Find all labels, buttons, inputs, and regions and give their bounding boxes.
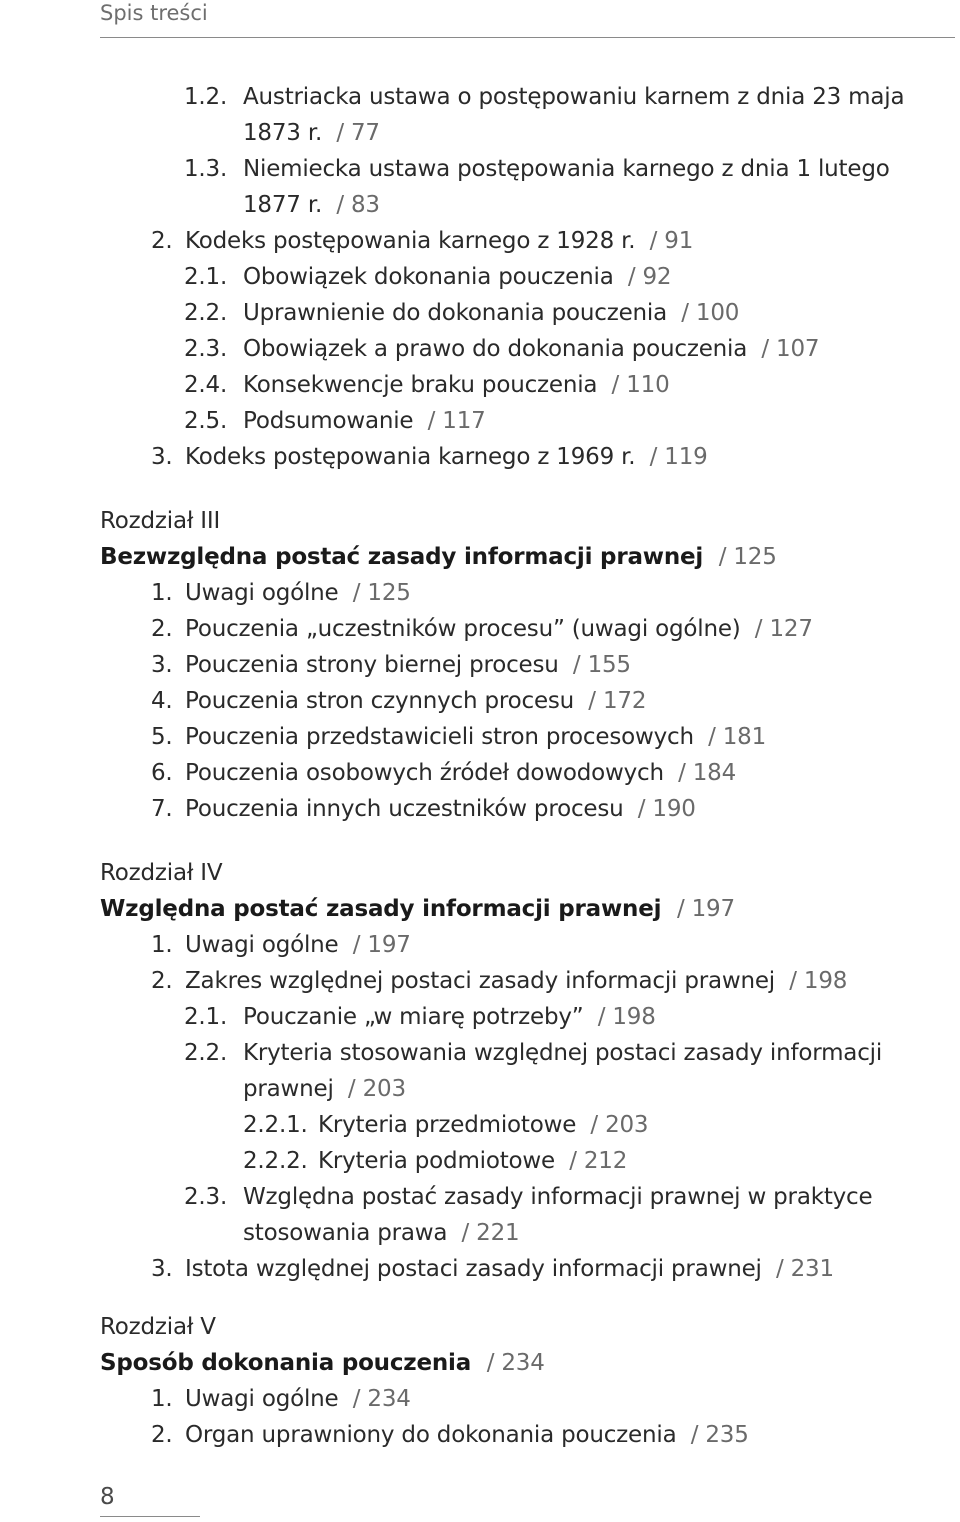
- entry-title: stosowania prawa: [243, 1220, 448, 1246]
- toc-entry[interactable]: [0, 295, 960, 331]
- entry-number: 2.5.: [184, 408, 228, 434]
- entry-title: Uwagi ogólne: [185, 932, 339, 958]
- entry-title: Pouczenia innych uczestników procesu: [185, 796, 624, 822]
- page-ref: / 127: [754, 616, 813, 642]
- entry-number: 2.: [151, 616, 173, 642]
- entry-title: Zakres względnej postaci zasady informacji prawnej: [185, 968, 775, 994]
- page-ref: / 100: [681, 300, 740, 326]
- toc-entry[interactable]: [0, 223, 960, 259]
- toc-entry[interactable]: [0, 1381, 960, 1417]
- entry-title: Pouczenia „uczestników procesu” (uwagi ogólne): [185, 616, 741, 642]
- entry-title: Pouczenia osobowych źródeł dowodowych: [185, 760, 664, 786]
- toc-entry[interactable]: [0, 367, 960, 403]
- toc-entry[interactable]: [0, 187, 960, 223]
- page-ref: / 107: [761, 336, 820, 362]
- entry-number: 3.: [151, 652, 173, 678]
- entry-number: 2.2.: [184, 1040, 228, 1066]
- chapter-title-text: Sposób dokonania pouczenia: [100, 1350, 472, 1376]
- page-ref: / 190: [637, 796, 696, 822]
- entry-title: Niemiecka ustawa postępowania karnego z dnia 1 lutego: [243, 156, 890, 182]
- toc-entry[interactable]: [0, 1417, 960, 1453]
- chapter-3-section: [0, 503, 960, 827]
- entry-number: 2.4.: [184, 372, 228, 398]
- page-ref: / 92: [627, 264, 672, 290]
- toc-entry[interactable]: [0, 259, 960, 295]
- table-of-contents: [0, 79, 960, 1453]
- page-ref: / 125: [352, 580, 411, 606]
- entry-number: 1.2.: [184, 84, 228, 110]
- chapter-label: Rozdział III: [100, 508, 221, 534]
- entry-title: prawnej: [243, 1076, 334, 1102]
- page-ref: / 181: [708, 724, 767, 750]
- entry-number: 2.3.: [184, 1184, 228, 1210]
- footer-rule: [100, 1516, 200, 1517]
- entry-title: Istota względnej postaci zasady informacji prawnej: [185, 1256, 762, 1282]
- page-ref: / 172: [588, 688, 647, 714]
- page-ref: / 221: [461, 1220, 520, 1246]
- toc-entry[interactable]: [0, 1215, 960, 1251]
- entry-number: 2.3.: [184, 336, 228, 362]
- toc-entry[interactable]: [0, 791, 960, 827]
- entry-title: 1873 r.: [243, 120, 323, 146]
- entry-title: Kryteria stosowania względnej postaci zasady informacji: [243, 1040, 883, 1066]
- toc-entry[interactable]: [0, 1071, 960, 1107]
- entry-number: 2.2.2.: [243, 1148, 308, 1174]
- toc-entry[interactable]: [0, 439, 960, 475]
- entry-number: 6.: [151, 760, 173, 786]
- page-number: 8: [100, 1484, 115, 1510]
- entry-number: 7.: [151, 796, 173, 822]
- entry-title: Pouczenia strony biernej procesu: [185, 652, 559, 678]
- entry-title: Kryteria podmiotowe: [318, 1148, 555, 1174]
- entry-number: 2.1.: [184, 1004, 228, 1030]
- entry-title: Konsekwencje braku pouczenia: [243, 372, 598, 398]
- chapter-title-text: Bezwzględna postać zasady informacji prawnej: [100, 544, 704, 570]
- toc-entry[interactable]: [0, 115, 960, 151]
- toc-entry[interactable]: [0, 1143, 960, 1179]
- entry-title: Uwagi ogólne: [185, 580, 339, 606]
- page-ref: / 83: [336, 192, 380, 218]
- toc-entry[interactable]: [0, 79, 960, 115]
- entry-title: Obowiązek a prawo do dokonania pouczenia: [243, 336, 748, 362]
- toc-entry[interactable]: [0, 611, 960, 647]
- page-ref: / 119: [649, 444, 708, 470]
- page-ref: / 197: [676, 896, 735, 922]
- toc-entry[interactable]: [0, 683, 960, 719]
- page-ref: / 184: [678, 760, 737, 786]
- page-ref: / 117: [427, 408, 486, 434]
- page-ref: / 198: [789, 968, 848, 994]
- page-ref: / 110: [611, 372, 670, 398]
- entry-title: Obowiązek dokonania pouczenia: [243, 264, 614, 290]
- entry-number: 2.: [151, 968, 173, 994]
- toc-entry[interactable]: [0, 575, 960, 611]
- entry-number: 2.1.: [184, 264, 228, 290]
- toc-entry[interactable]: [0, 999, 960, 1035]
- entry-title: Względna postać zasady informacji prawnej w praktyce: [243, 1184, 873, 1210]
- toc-entry[interactable]: [0, 755, 960, 791]
- page-ref: / 91: [649, 228, 694, 254]
- chapter-4-section: [0, 855, 960, 1287]
- chapter-label: Rozdział V: [100, 1314, 216, 1340]
- chapter-title[interactable]: [0, 539, 960, 575]
- page-ref: / 155: [572, 652, 631, 678]
- toc-entry[interactable]: [0, 331, 960, 367]
- entry-number: 1.3.: [184, 156, 228, 182]
- toc-entry[interactable]: [0, 1035, 960, 1071]
- entry-title: Organ uprawniony do dokonania pouczenia: [185, 1422, 677, 1448]
- entry-number: 1.: [151, 932, 173, 958]
- toc-entry[interactable]: [0, 963, 960, 999]
- page-ref: / 203: [347, 1076, 406, 1102]
- entry-number: 2.: [151, 228, 173, 254]
- toc-block-chapter-2-continued: [0, 79, 960, 475]
- entry-number: 2.: [151, 1422, 173, 1448]
- entry-title: 1877 r.: [243, 192, 323, 218]
- page-ref: / 77: [336, 120, 380, 146]
- toc-entry[interactable]: [0, 1251, 960, 1287]
- toc-entry[interactable]: [0, 403, 960, 439]
- entry-title: Kodeks postępowania karnego z 1928 r.: [185, 228, 636, 254]
- page-ref: / 203: [590, 1112, 649, 1138]
- entry-title: Uwagi ogólne: [185, 1386, 339, 1412]
- page-ref: / 125: [718, 544, 777, 570]
- toc-entry[interactable]: [0, 647, 960, 683]
- entry-number: 5.: [151, 724, 173, 750]
- chapter-title[interactable]: [0, 891, 960, 927]
- entry-title: Pouczenia przedstawicieli stron procesowych: [185, 724, 694, 750]
- page-ref: / 234: [352, 1386, 411, 1412]
- page-ref: / 231: [775, 1256, 834, 1282]
- entry-title: Pouczenia stron czynnych procesu: [185, 688, 575, 714]
- chapter-title-text: Względna postać zasady informacji prawnej: [100, 896, 662, 922]
- page-ref: / 212: [569, 1148, 628, 1174]
- page-ref: / 197: [352, 932, 411, 958]
- entry-number: 1.: [151, 580, 173, 606]
- running-header: Spis treści: [100, 1, 208, 25]
- page-ref: / 234: [486, 1350, 545, 1376]
- toc-entry[interactable]: [0, 927, 960, 963]
- chapter-label: Rozdział IV: [100, 860, 223, 886]
- entry-number: 2.2.: [184, 300, 228, 326]
- entry-title: Podsumowanie: [243, 408, 414, 434]
- entry-number: 1.: [151, 1386, 173, 1412]
- chapter-5-section: [0, 1309, 960, 1453]
- entry-title: Pouczanie „w miarę potrzeby”: [243, 1004, 584, 1030]
- entry-number: 3.: [151, 444, 173, 470]
- toc-entry[interactable]: [0, 151, 960, 187]
- page-ref: / 198: [597, 1004, 656, 1030]
- entry-title: Kodeks postępowania karnego z 1969 r.: [185, 444, 636, 470]
- toc-entry[interactable]: [0, 719, 960, 755]
- toc-entry[interactable]: [0, 1107, 960, 1143]
- entry-title: Austriacka ustawa o postępowaniu karnem z dnia 23 maja: [243, 84, 905, 110]
- entry-number: 4.: [151, 688, 173, 714]
- header-rule: [100, 37, 955, 38]
- entry-number: 3.: [151, 1256, 173, 1282]
- chapter-title[interactable]: [0, 1345, 960, 1381]
- toc-entry[interactable]: [0, 1179, 960, 1215]
- entry-title: Kryteria przedmiotowe: [318, 1112, 577, 1138]
- entry-number: 2.2.1.: [243, 1112, 308, 1138]
- page-ref: / 235: [690, 1422, 749, 1448]
- entry-title: Uprawnienie do dokonania pouczenia: [243, 300, 667, 326]
